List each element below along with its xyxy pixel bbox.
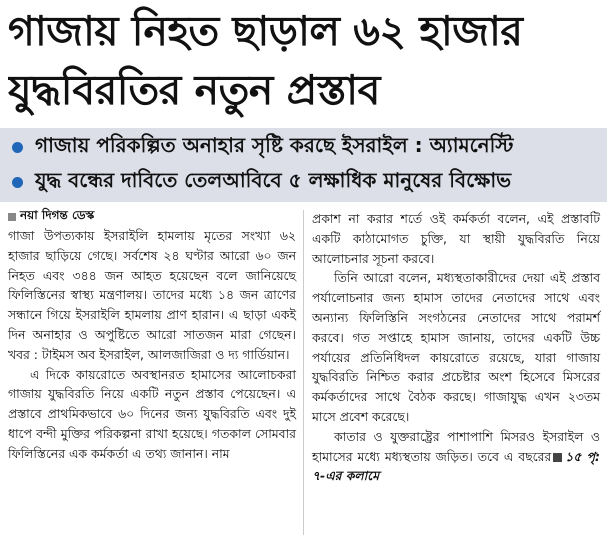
column-divider <box>303 210 304 535</box>
paragraph: প্রকাশ না করার শর্তে ওই কর্মকর্তা বলেন, এই প্রস্তাবটি একটি কাঠামোগত চুক্তি, যা স্থায়ী যুদ্ধবিরতি নিয়ে আলোচনার সূচনা করবে। <box>312 211 600 266</box>
paragraph: এ দিকে কায়রোতে অবস্থানরত হামাসের আলোচকরা গাজায় যুদ্ধবিরতি নিয়ে একটি নতুন প্রস্তাব পেয়েছেন। এ প্রস্তাবে প্রাথমিকভাবে ৬০ দিনের জন্য যুদ্ধবিরতি এবং দুই ধাপে বন্দী মুক্তির পরিকল্পনা রাখা হয়েছে। গতকাল সোমবার ফিলিস্তিনের এক কর্মকর্তা এ তথ্য জানান। নাম <box>8 366 296 461</box>
subhead-1 <box>12 131 602 164</box>
dateline-square-icon <box>8 213 16 221</box>
continuation-square-icon <box>553 453 562 462</box>
subhead-2-text: যুদ্ধ বন্ধের দাবিতে তেলআবিবে ৫ লক্ষাধিক মানুষের বিক্ষোভ <box>35 168 512 192</box>
subhead-2 <box>12 166 602 199</box>
paragraph-text: কাতার ও যুক্তরাষ্ট্রের পাশাপাশি মিসরও ইসরাইল ও হামাসের মধ্যে মধ্যস্থতায় জড়িত। তবে এ বছরের <box>312 428 600 464</box>
dateline <box>8 208 94 226</box>
headline-line-2: যুদ্ধবিরতির নতুন প্রস্তাব <box>8 66 380 114</box>
bullet-icon <box>12 142 23 153</box>
paragraph: গাজা উপত্যকায় ইসরাইলি হামলায় মৃতের সংখ্যা ৬২ হাজার ছাড়িয়ে গেছে। সর্বশেষ ২৪ ঘণ্টার আরো ৬০ জন নিহত এবং ৩৪৪ জন আহত হয়েছেন বলে জানিয়েছে ফিলিস্তিনের স্বাস্থ্য মন্ত্রণালয়। তাদের মধ্যে ১৪ জন ত্রাণের সন্ধানে গিয়ে ইসরাইলি হামলায় প্রাণ হারান। এ ছাড়া একই দিন অনাহার ও অপুষ্টিতে আরো সাতজন মারা গেছেন। খবর : টাইমস অব ইসরাইল, আলজাজিরা ও দ্য গার্ডিয়ান। <box>8 228 296 362</box>
dateline-text: নয়া দিগন্ত ডেস্ক <box>20 208 95 222</box>
paragraph: তিনি আরো বলেন, মধ্যস্থতাকারীদের দেয়া এই প্রস্তাব পর্যালোচনার জন্য হামাস তাদের নেতাদের সাথে এবং অন্যান্য ফিলিস্তিনি সংগঠনের নেতাদের সাথে পরামর্শ করবে। গত সপ্তাহে হামাস জানায়, তাদের একটি উচ্চ পর্যায়ের প্রতিনিধিদল কায়রোতে রয়েছে, যারা গাজায় যুদ্ধবিরতি নিশ্চিত করার প্রচেষ্টার অংশ হিসেবে মিসরের কর্মকর্তাদের সাথে বৈঠক করছে। গাজাযুদ্ধ এখন ২৩তম মাসে প্রবেশ করেছে। <box>312 270 600 424</box>
subhead-box <box>0 128 607 202</box>
headline <box>8 2 600 120</box>
subhead-1-text: গাজায় পরিকল্পিত অনাহার সৃষ্টি করছে ইসরাইল : অ্যামনেস্টি <box>35 133 514 157</box>
continuation-link[interactable]: ১৫ পৃ: ৭-এর কলামে <box>312 448 600 484</box>
paragraph-last <box>312 427 600 486</box>
article-column-left <box>8 226 296 464</box>
bullet-icon <box>12 177 23 188</box>
article-column-right <box>312 209 600 486</box>
headline-line-1: গাজায় নিহত ছাড়াল ৬২ হাজার <box>8 7 523 55</box>
